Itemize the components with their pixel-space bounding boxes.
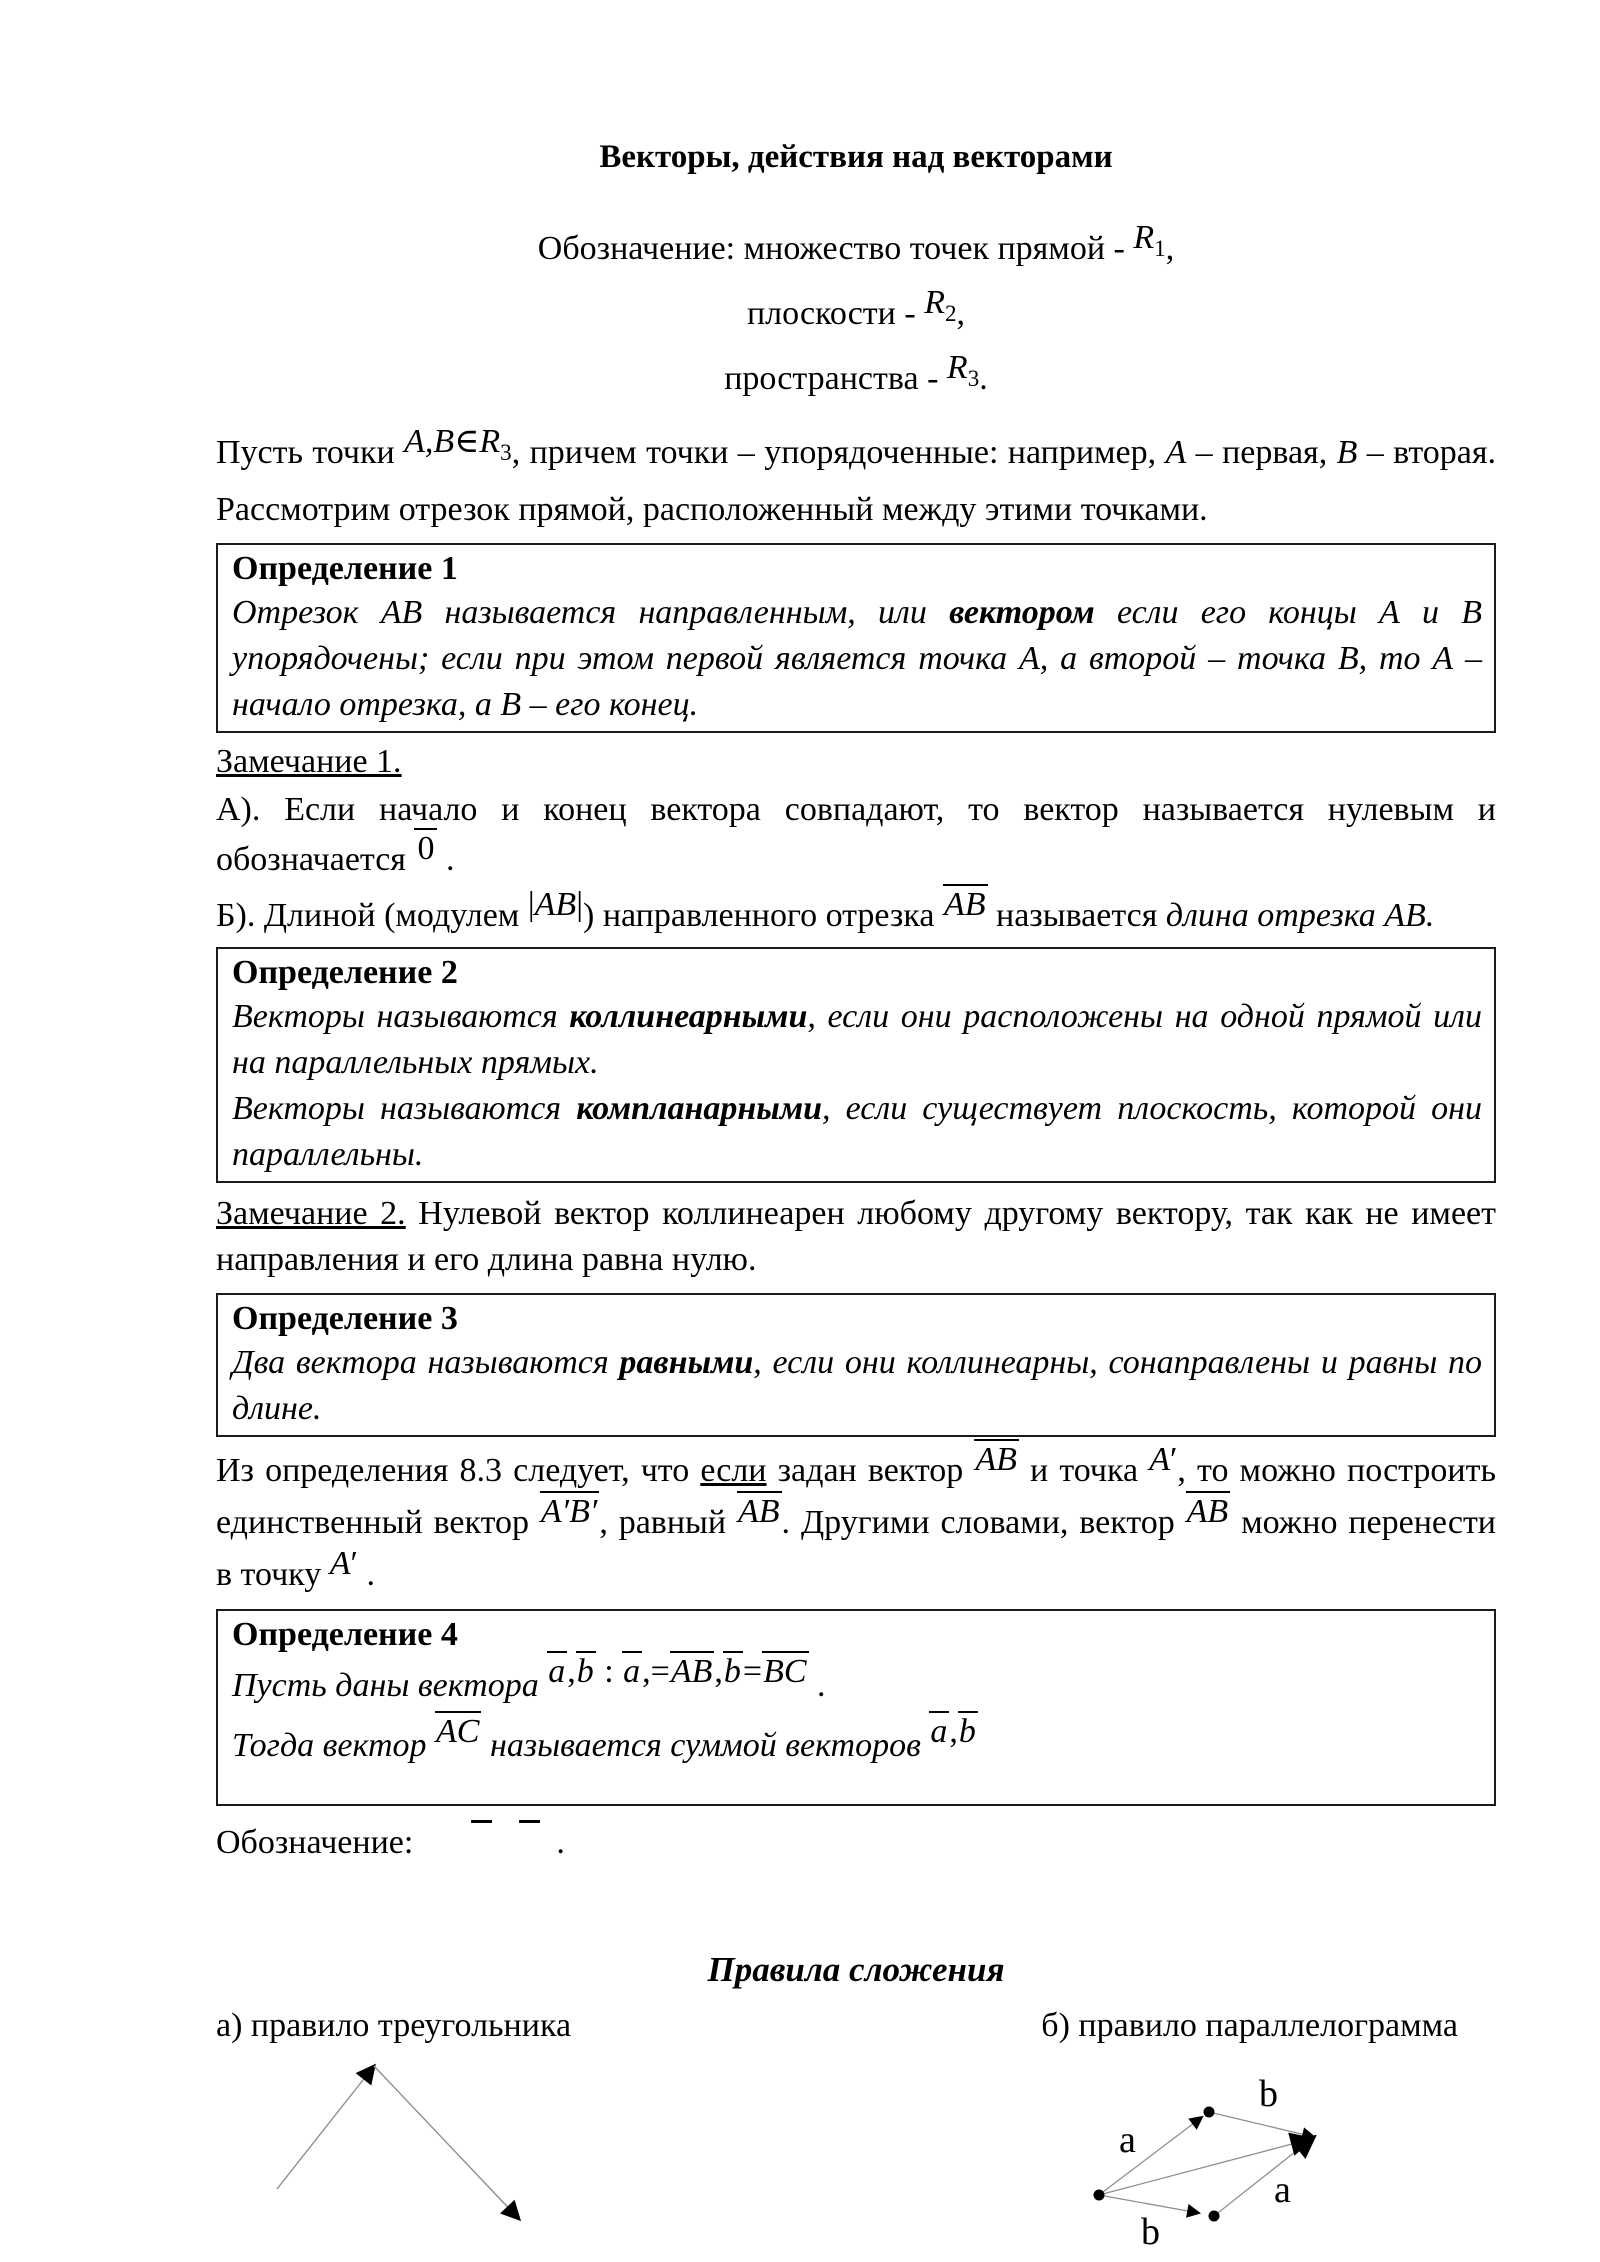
definition-2-run-4: , если существует плоскость, которой они параллельны. — [232, 1090, 1482, 1174]
formula-given-vectors: a,b : a,=AB,b=BC — [548, 1653, 807, 1691]
document-content — [216, 0, 1496, 1866]
definition-1-heading: Определение 1 — [232, 550, 458, 588]
formula-r3: $R_3$ — [946, 348, 980, 392]
definition-4-lead: Пусть даны вектора — [232, 1667, 548, 1705]
definition-3-text — [232, 1340, 1482, 1432]
definition-2-text-1 — [232, 994, 1482, 1086]
triangle-rule-diagram — [246, 2052, 546, 2252]
definition-4-mid-2: называется суммой векторов — [481, 1727, 930, 1765]
definition-4-box — [216, 1609, 1496, 1806]
definition-4-line-2 — [232, 1713, 1482, 1776]
intro-paragraph — [216, 423, 1496, 533]
formula-ab-vector: AB — [943, 886, 986, 924]
definition-1-text — [232, 590, 1482, 728]
vertex-dot-origin — [1094, 2190, 1105, 2201]
remark-1b-italic-tail: длина отрезка АВ. — [1165, 897, 1435, 935]
point-b: B — [1336, 434, 1358, 472]
transfer-text-3: и точка — [1018, 1452, 1150, 1490]
definition-4-line-1-tail: . — [808, 1667, 826, 1705]
vertex-dot-top — [1204, 2107, 1215, 2118]
remark-2-text: Нулевой вектор коллинеарен любому другому вектору, так как не имеет направления и его длина равна нулю. — [216, 1195, 1496, 1279]
parallelogram-side-a-right — [1214, 2137, 1314, 2216]
definition-3-run-2: , если они коллинеарны, сонаправлены и равны по длине. — [232, 1344, 1483, 1428]
remark-1b-text-2: ) направленного отрезка — [583, 897, 943, 935]
formula-sum-bars — [471, 1824, 540, 1861]
formula-ab-modulus: |AB| — [527, 886, 583, 924]
sum-notation-line — [216, 1820, 1496, 1866]
transfer-text-8: . — [357, 1556, 375, 1594]
addition-rules-heading: Правила сложения — [707, 1950, 1005, 1989]
parallelogram-rule-diagram — [1071, 2078, 1351, 2262]
sum-notation-label: Обозначение: — [216, 1824, 414, 1862]
definition-2-run-1: Векторы называются — [232, 998, 570, 1036]
notation-block — [216, 219, 1496, 416]
transfer-text-4: , то можно построить единственный вектор — [216, 1452, 1496, 1542]
remark-1 — [216, 741, 1496, 941]
definition-4-heading: Определение 4 — [232, 1616, 458, 1654]
remark-1a-text: А). Если начало и конец вектора совпадают, то вектор называется нулевым и обозначается — [216, 791, 1496, 879]
transfer-text-1: Из определения 8.3 следует, что — [216, 1452, 701, 1490]
label-a-left: a — [1119, 2119, 1136, 2161]
remark-1-item-b — [216, 886, 1496, 941]
addition-rules-section — [216, 1948, 1496, 2262]
vertex-dot-bottom — [1209, 2211, 1220, 2222]
definition-2-term-2: компланарными — [576, 1090, 823, 1128]
remark-1b-text-1: Б). Длиной (модулем — [216, 897, 528, 935]
point-a: A — [1165, 434, 1187, 472]
transfer-text-7: можно перенести в точку — [216, 1504, 1496, 1594]
notation-line-2 — [216, 283, 1496, 352]
formula-ac-vector: AC — [436, 1713, 480, 1751]
triangle-rule-label: а) правило треугольника — [216, 2007, 572, 2044]
sum-notation-tail: . — [556, 1824, 565, 1862]
remark-2-label: Замечание 2. — [216, 1195, 406, 1233]
remark-1b-text-3: называется — [987, 897, 1166, 935]
definition-3-term: равными — [619, 1344, 754, 1382]
definition-3-box — [216, 1293, 1496, 1437]
parallelogram-rule-label: б) правило параллелограмма — [1041, 2007, 1458, 2044]
formula-zero-vector: 0 — [414, 824, 437, 874]
remark-1a-tail: . — [437, 841, 455, 879]
formula-ab-1: AB — [975, 1441, 1017, 1479]
transfer-paragraph — [216, 1441, 1496, 1601]
transfer-text-2: задан вектор — [766, 1452, 975, 1490]
notation-line-3-tail: . — [979, 359, 988, 397]
rules-labels-row — [216, 2004, 1496, 2048]
remark-1-label-text: Замечание 1. — [216, 743, 402, 781]
intro-text-4: – вторая. Рассмотрим отрезок прямой, расположенный между этими точками. — [216, 434, 1496, 529]
definition-4-line-1 — [232, 1653, 1482, 1716]
remark-2 — [216, 1191, 1496, 1283]
definition-4-lead-2: Тогда вектор — [232, 1727, 436, 1765]
remark-1-label — [216, 741, 1496, 783]
definition-3-heading: Определение 3 — [232, 1300, 458, 1338]
parallelogram-side-b-top — [1209, 2112, 1314, 2137]
transfer-underlined: если — [700, 1452, 767, 1490]
intro-text-1: Пусть точки — [216, 434, 405, 472]
definition-2-box — [216, 947, 1496, 1183]
definition-1-box — [216, 543, 1496, 733]
notation-line-3 — [216, 348, 1496, 417]
definition-1-term: вектором — [949, 594, 1095, 632]
notation-line-2-tail: , — [956, 294, 966, 332]
definition-2-heading: Определение 2 — [232, 954, 458, 992]
notation-line-3-text: пространства - — [724, 359, 947, 397]
formula-ab-2: AB — [738, 1493, 780, 1531]
notation-line-1-text: Обозначение: множество точек прямой - — [537, 230, 1134, 267]
definition-1-run-2: если его концы А и В упорядочены; если при этом первой является точка А, а второй – точка В, то А – начало отрезка, а В – его конец. — [232, 594, 1482, 724]
formula-r1: $R_1$ — [1133, 219, 1166, 262]
triangle-vector-1 — [277, 2066, 374, 2189]
definition-3-run-1: Два вектора называются — [232, 1344, 620, 1382]
parallelogram-side-a-left — [1099, 2117, 1202, 2195]
triangle-vector-2 — [374, 2066, 519, 2219]
formula-r2: $R_2$ — [924, 283, 957, 327]
formula-ab-pair: a,b — [930, 1713, 976, 1751]
transfer-text-6: . Другими словами, вектор — [781, 1504, 1186, 1542]
intro-text-2: , причем точки – упорядоченные: например, — [511, 434, 1166, 472]
definition-2-run-2: , если они расположены на одной прямой или на параллельных прямых. — [232, 998, 1482, 1082]
page-title: Векторы, действия над векторами — [599, 139, 1113, 175]
notation-line-1 — [216, 219, 1496, 287]
label-a-right: a — [1274, 2169, 1291, 2211]
formula-a-prime-1: A′ — [1149, 1441, 1178, 1479]
transfer-text-5: , равный — [599, 1504, 737, 1542]
definition-1-run-1: Отрезок АВ называется направленным, или — [232, 594, 950, 632]
formula-a-prime-2: A′ — [329, 1545, 358, 1583]
definition-2-text-2 — [232, 1086, 1482, 1178]
notation-line-2-text: плоскости - — [746, 294, 925, 332]
formula-a-prime-b-prime: A′B′ — [540, 1493, 598, 1531]
remark-1-item-a — [216, 785, 1496, 885]
definition-2-run-3: Векторы называются — [232, 1090, 577, 1128]
definition-2-term-1: коллинеарными — [569, 998, 808, 1036]
label-b-top: b — [1259, 2078, 1278, 2115]
notation-line-1-tail: , — [1165, 230, 1175, 267]
formula-ab-3: AB — [1186, 1493, 1229, 1531]
intro-text-3: – первая, — [1186, 434, 1337, 472]
label-b-bottom: b — [1141, 2211, 1160, 2253]
formula-points-in-r3: $A,B\in R_3$ — [404, 423, 512, 467]
